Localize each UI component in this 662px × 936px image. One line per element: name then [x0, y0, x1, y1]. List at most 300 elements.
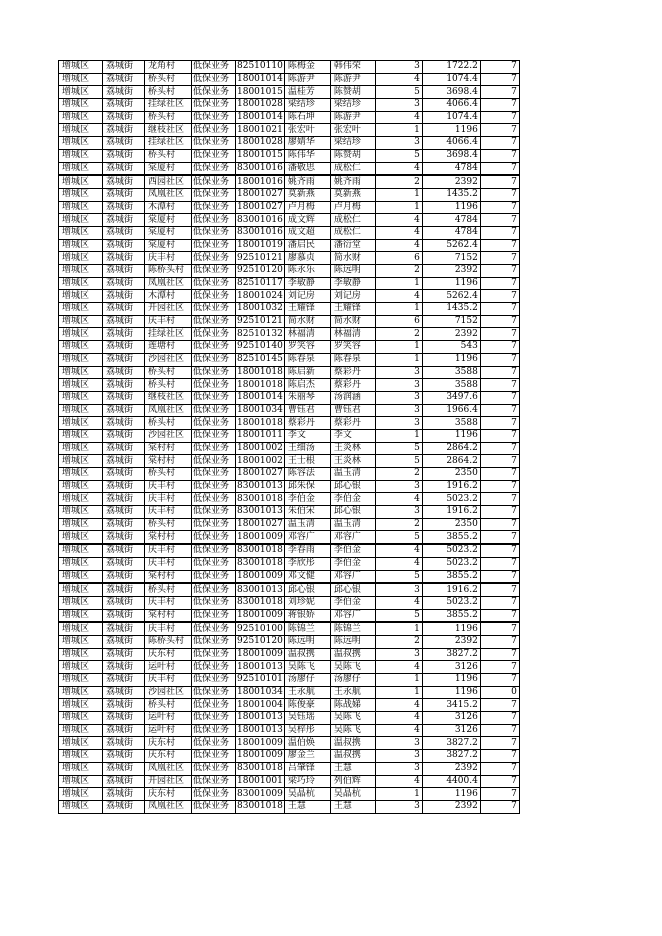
cell-street: 荔城街 — [103, 277, 145, 290]
cell-head-name: 汤廖仔 — [330, 674, 375, 687]
cell-family-size: 5 — [375, 455, 422, 468]
cell-district: 增城区 — [59, 724, 103, 737]
cell-village: 挂绿社区 — [145, 99, 192, 112]
cell-district: 增城区 — [59, 252, 103, 265]
cell-head-name: 简水财 — [330, 252, 375, 265]
cell-months: 7 — [480, 353, 519, 366]
cell-business-type: 低保业务 — [192, 429, 236, 442]
cell-village: 桥头村 — [145, 583, 192, 596]
cell-family-size: 1 — [375, 341, 422, 354]
cell-district: 增城区 — [59, 750, 103, 763]
cell-amount: 3126 — [422, 724, 480, 737]
cell-district: 增城区 — [59, 111, 103, 124]
table-row — [59, 635, 520, 648]
cell-business-type: 低保业务 — [192, 328, 236, 341]
cell-district: 增城区 — [59, 201, 103, 214]
cell-village: 庆丰村 — [145, 674, 192, 687]
cell-case-id: 18001013 — [237, 712, 283, 723]
cell-district: 增城区 — [59, 86, 103, 99]
cell-months: 7 — [480, 175, 519, 188]
cell-head-name: 李伯金 — [330, 544, 375, 557]
cell-family-size: 4 — [375, 775, 422, 788]
cell-village: 桥头村 — [145, 366, 192, 379]
cell-business-type: 低保业务 — [192, 201, 236, 214]
cell-head-name: 陈春泉 — [330, 353, 375, 366]
cell-months: 7 — [480, 111, 519, 124]
cell-case-id: 18001015 — [237, 86, 283, 97]
table-row — [59, 379, 520, 392]
table-row — [59, 162, 520, 175]
cell-district: 增城区 — [59, 137, 103, 150]
cell-amount: 2864.2 — [422, 455, 480, 468]
cell-head-name: 吴晶杭 — [330, 788, 375, 801]
cell-district: 增城区 — [59, 609, 103, 622]
cell-amount: 5023.2 — [422, 557, 480, 570]
cell-family-size: 3 — [375, 737, 422, 750]
cell-case-id: 18001015 — [237, 150, 283, 161]
table-row — [59, 239, 520, 252]
cell-family-size: 1 — [375, 353, 422, 366]
cell-street: 荔城街 — [103, 518, 145, 531]
table-row — [59, 699, 520, 712]
cell-head-name: 吴陈飞 — [330, 661, 375, 674]
cell-member-name: 林福清 — [284, 328, 330, 341]
cell-months: 7 — [480, 379, 519, 392]
cell-member-name: 王士根 — [284, 455, 330, 468]
cell-member-name: 温伯焕 — [284, 737, 330, 750]
cell-amount: 7152 — [422, 252, 480, 265]
cell-member-name: 陈锦兰 — [284, 622, 330, 635]
cell-village: 棠厦村 — [145, 226, 192, 239]
cell-family-size: 3 — [375, 379, 422, 392]
cell-months: 7 — [480, 404, 519, 417]
cell-amount: 2392 — [422, 175, 480, 188]
cell-member-name: 姚齐雨 — [284, 175, 330, 188]
cell-family-size: 1 — [375, 277, 422, 290]
cell-months: 7 — [480, 341, 519, 354]
cell-amount: 2350 — [422, 468, 480, 481]
cell-family-size: 3 — [375, 99, 422, 112]
cell-business-type: 低保业务 — [192, 353, 236, 366]
cell-village: 运叶村 — [145, 661, 192, 674]
cell-amount: 2392 — [422, 265, 480, 278]
cell-case-id: 82510117 — [237, 278, 283, 289]
cell-amount: 1722.2 — [422, 61, 480, 74]
cell-months: 7 — [480, 252, 519, 265]
cell-street: 荔城街 — [103, 99, 145, 112]
cell-village: 木潭村 — [145, 201, 192, 214]
cell-months: 7 — [480, 712, 519, 725]
cell-member-name: 王永航 — [284, 686, 330, 699]
cell-case-id: 83001013 — [237, 481, 283, 492]
cell-village: 龙角村 — [145, 61, 192, 74]
table-row — [59, 391, 520, 404]
cell-member-name: 陈远明 — [284, 635, 330, 648]
cell-member-name: 梁结珍 — [284, 99, 330, 112]
cell-head-name: 列伯辉 — [330, 775, 375, 788]
table-row — [59, 404, 520, 417]
cell-member-name: 邱朱保 — [284, 480, 330, 493]
cell-amount: 4784 — [422, 214, 480, 227]
table-row — [59, 61, 520, 74]
table-row — [59, 226, 520, 239]
cell-member-name: 刘珍妮 — [284, 596, 330, 609]
cell-village: 庆东村 — [145, 750, 192, 763]
cell-months: 7 — [480, 661, 519, 674]
cell-months: 7 — [480, 226, 519, 239]
cell-district: 增城区 — [59, 635, 103, 648]
cell-case-id: 18001027 — [237, 189, 283, 200]
cell-family-size: 3 — [375, 506, 422, 519]
cell-member-name: 陈梅金 — [284, 61, 330, 74]
cell-village: 庆丰村 — [145, 506, 192, 519]
data-table — [58, 60, 520, 814]
cell-street: 荔城街 — [103, 468, 145, 481]
cell-district: 增城区 — [59, 800, 103, 813]
table-row — [59, 149, 520, 162]
cell-member-name: 蔡彩丹 — [284, 417, 330, 430]
cell-village: 西园社区 — [145, 175, 192, 188]
cell-village: 棠厦村 — [145, 239, 192, 252]
cell-street: 荔城街 — [103, 226, 145, 239]
cell-street: 荔城街 — [103, 429, 145, 442]
cell-member-name: 潘敬思 — [284, 162, 330, 175]
cell-district: 增城区 — [59, 518, 103, 531]
table-row — [59, 86, 520, 99]
cell-family-size: 4 — [375, 111, 422, 124]
cell-head-name: 陈赞胡 — [330, 86, 375, 99]
table-row — [59, 557, 520, 570]
cell-business-type: 低保业务 — [192, 341, 236, 354]
cell-case-id: 18001034 — [237, 687, 283, 698]
cell-head-name: 成松仁 — [330, 162, 375, 175]
cell-months: 7 — [480, 506, 519, 519]
cell-street: 荔城街 — [103, 674, 145, 687]
cell-amount: 2392 — [422, 635, 480, 648]
cell-amount: 5262.4 — [422, 239, 480, 252]
cell-village: 棠村村 — [145, 570, 192, 583]
cell-business-type: 低保业务 — [192, 737, 236, 750]
cell-head-name: 邱心银 — [330, 480, 375, 493]
cell-business-type: 低保业务 — [192, 379, 236, 392]
table-row — [59, 175, 520, 188]
cell-months: 7 — [480, 518, 519, 531]
cell-family-size: 4 — [375, 226, 422, 239]
cell-village: 桥头村 — [145, 149, 192, 162]
cell-months: 7 — [480, 635, 519, 648]
cell-case-id: 82510110 — [237, 61, 283, 72]
cell-family-size: 1 — [375, 674, 422, 687]
cell-member-name: 廖金兰 — [284, 750, 330, 763]
cell-street: 荔城街 — [103, 583, 145, 596]
cell-street: 荔城街 — [103, 635, 145, 648]
cell-family-size: 1 — [375, 188, 422, 201]
cell-case-id: 18001002 — [237, 455, 283, 466]
cell-business-type: 低保业务 — [192, 442, 236, 455]
cell-amount: 3855.2 — [422, 531, 480, 544]
cell-head-name: 姚齐雨 — [330, 175, 375, 188]
cell-street: 荔城街 — [103, 570, 145, 583]
cell-head-name: 罗笑容 — [330, 341, 375, 354]
cell-street: 荔城街 — [103, 724, 145, 737]
cell-district: 增城区 — [59, 265, 103, 278]
cell-member-name: 曹钰君 — [284, 404, 330, 417]
cell-member-name: 邓文健 — [284, 570, 330, 583]
cell-months: 7 — [480, 99, 519, 112]
cell-head-name: 林福清 — [330, 328, 375, 341]
cell-case-id: 82510132 — [237, 328, 283, 339]
table-row — [59, 800, 520, 813]
cell-head-name: 陈远明 — [330, 635, 375, 648]
cell-member-name: 张宏叶 — [284, 124, 330, 137]
cell-months: 7 — [480, 622, 519, 635]
cell-head-name: 王慧 — [330, 762, 375, 775]
cell-months: 0 — [480, 686, 519, 699]
cell-head-name: 温叔携 — [330, 750, 375, 763]
cell-months: 7 — [480, 480, 519, 493]
cell-business-type: 低保业务 — [192, 290, 236, 303]
table-row — [59, 265, 520, 278]
cell-months: 7 — [480, 429, 519, 442]
cell-business-type: 低保业务 — [192, 86, 236, 99]
cell-district: 增城区 — [59, 303, 103, 316]
cell-months: 7 — [480, 557, 519, 570]
cell-family-size: 1 — [375, 686, 422, 699]
cell-amount: 2864.2 — [422, 442, 480, 455]
cell-district: 增城区 — [59, 788, 103, 801]
table-row — [59, 648, 520, 661]
cell-village: 运叶村 — [145, 712, 192, 725]
cell-case-id: 18001018 — [237, 366, 283, 377]
cell-case-id: 18001009 — [237, 737, 283, 748]
cell-village: 桥头村 — [145, 468, 192, 481]
cell-months: 7 — [480, 468, 519, 481]
cell-amount: 4066.4 — [422, 99, 480, 112]
cell-district: 增城区 — [59, 622, 103, 635]
cell-street: 荔城街 — [103, 596, 145, 609]
cell-head-name: 成松仁 — [330, 226, 375, 239]
cell-village: 棠厦村 — [145, 162, 192, 175]
table-row — [59, 442, 520, 455]
cell-family-size: 4 — [375, 162, 422, 175]
cell-street: 荔城街 — [103, 648, 145, 661]
cell-family-size: 4 — [375, 493, 422, 506]
cell-amount: 5023.2 — [422, 596, 480, 609]
cell-family-size: 3 — [375, 800, 422, 813]
cell-village: 木潭村 — [145, 290, 192, 303]
cell-head-name: 李文 — [330, 429, 375, 442]
cell-business-type: 低保业务 — [192, 557, 236, 570]
cell-village: 桥头村 — [145, 86, 192, 99]
cell-village: 凤凰社区 — [145, 800, 192, 813]
cell-months: 7 — [480, 239, 519, 252]
table-row — [59, 724, 520, 737]
cell-district: 增城区 — [59, 531, 103, 544]
cell-street: 荔城街 — [103, 111, 145, 124]
cell-district: 增城区 — [59, 570, 103, 583]
cell-family-size: 3 — [375, 61, 422, 74]
cell-family-size: 4 — [375, 557, 422, 570]
cell-months: 7 — [480, 800, 519, 813]
cell-family-size: 3 — [375, 391, 422, 404]
cell-family-size: 1 — [375, 622, 422, 635]
cell-case-id: 92510140 — [237, 341, 283, 352]
cell-family-size: 3 — [375, 417, 422, 430]
cell-months: 7 — [480, 417, 519, 430]
cell-village: 庆丰村 — [145, 557, 192, 570]
cell-business-type: 低保业务 — [192, 480, 236, 493]
cell-member-name: 陈石坤 — [284, 111, 330, 124]
cell-village: 挂绿社区 — [145, 328, 192, 341]
cell-case-id: 83001013 — [237, 506, 283, 517]
cell-district: 增城区 — [59, 544, 103, 557]
cell-member-name: 吕肇锋 — [284, 762, 330, 775]
cell-amount: 1916.2 — [422, 506, 480, 519]
cell-case-id: 83001013 — [237, 584, 283, 595]
cell-family-size: 3 — [375, 137, 422, 150]
cell-case-id: 18001009 — [236, 609, 285, 622]
cell-case-id: 82510145 — [237, 354, 283, 365]
cell-street: 荔城街 — [103, 239, 145, 252]
cell-months: 7 — [480, 290, 519, 303]
cell-months: 7 — [480, 442, 519, 455]
cell-village: 陈桥头村 — [145, 265, 192, 278]
cell-months: 7 — [480, 596, 519, 609]
cell-street: 荔城街 — [103, 290, 145, 303]
cell-business-type: 低保业务 — [192, 265, 236, 278]
cell-district: 增城区 — [59, 737, 103, 750]
cell-head-name: 王慧 — [330, 800, 375, 813]
cell-family-size: 3 — [375, 648, 422, 661]
cell-street: 荔城街 — [103, 404, 145, 417]
cell-street: 荔城街 — [103, 391, 145, 404]
cell-months: 7 — [480, 493, 519, 506]
cell-village: 沙园社区 — [145, 429, 192, 442]
cell-head-name: 梁结珍 — [330, 99, 375, 112]
cell-months: 7 — [480, 699, 519, 712]
cell-head-name: 莫新燕 — [330, 188, 375, 201]
cell-member-name: 王慧 — [284, 800, 330, 813]
cell-amount: 2392 — [422, 762, 480, 775]
cell-business-type: 低保业务 — [192, 544, 236, 557]
cell-street: 荔城街 — [103, 137, 145, 150]
table-row — [59, 674, 520, 687]
cell-district: 增城区 — [59, 404, 103, 417]
cell-street: 荔城街 — [103, 366, 145, 379]
cell-village: 开园社区 — [145, 775, 192, 788]
cell-village: 庆丰村 — [145, 596, 192, 609]
cell-district: 增城区 — [59, 341, 103, 354]
cell-member-name: 汤廖仔 — [284, 674, 330, 687]
cell-business-type: 低保业务 — [192, 162, 236, 175]
cell-business-type: 低保业务 — [192, 775, 236, 788]
cell-village: 庆丰村 — [145, 493, 192, 506]
cell-member-name: 吴钰瑶 — [284, 712, 330, 725]
cell-family-size: 4 — [375, 596, 422, 609]
cell-business-type: 低保业务 — [192, 661, 236, 674]
cell-head-name: 王永航 — [330, 686, 375, 699]
cell-street: 荔城街 — [103, 622, 145, 635]
cell-street: 荔城街 — [103, 315, 145, 328]
cell-district: 增城区 — [59, 239, 103, 252]
cell-head-name: 邱心银 — [330, 583, 375, 596]
cell-months: 7 — [480, 86, 519, 99]
cell-street: 荔城街 — [103, 737, 145, 750]
table-row — [59, 455, 520, 468]
cell-village: 庆丰村 — [145, 544, 192, 557]
cell-family-size: 2 — [375, 468, 422, 481]
cell-family-size: 1 — [375, 788, 422, 801]
cell-head-name: 陈远明 — [330, 265, 375, 278]
cell-case-id: 18001027 — [237, 519, 283, 530]
table-row — [59, 506, 520, 519]
cell-amount: 3497.6 — [422, 391, 480, 404]
cell-case-id: 18001014 — [237, 392, 283, 403]
cell-business-type: 低保业务 — [192, 570, 236, 583]
cell-street: 荔城街 — [103, 506, 145, 519]
cell-village: 棠厦村 — [145, 214, 192, 227]
cell-village: 桥头村 — [145, 111, 192, 124]
cell-months: 7 — [480, 531, 519, 544]
cell-district: 增城区 — [59, 277, 103, 290]
cell-village: 庆丰村 — [145, 480, 192, 493]
cell-head-name: 王炎林 — [330, 442, 375, 455]
cell-months: 7 — [480, 303, 519, 316]
cell-district: 增城区 — [59, 480, 103, 493]
cell-village: 桥头村 — [145, 518, 192, 531]
cell-amount: 1196 — [422, 788, 480, 801]
cell-amount: 1074.4 — [422, 111, 480, 124]
table-row — [59, 137, 520, 150]
cell-business-type: 低保业务 — [192, 648, 236, 661]
cell-street: 荔城街 — [103, 531, 145, 544]
cell-family-size: 5 — [375, 86, 422, 99]
cell-member-name: 陈春泉 — [284, 353, 330, 366]
cell-business-type: 低保业务 — [192, 239, 236, 252]
cell-months: 7 — [480, 648, 519, 661]
cell-months: 7 — [480, 162, 519, 175]
cell-business-type: 低保业务 — [192, 699, 236, 712]
cell-member-name: 吴梓彤 — [284, 724, 330, 737]
cell-amount: 3698.4 — [422, 86, 480, 99]
cell-member-name: 邓容广 — [284, 531, 330, 544]
cell-member-name: 蒋银娇 — [284, 609, 330, 622]
cell-months: 7 — [480, 544, 519, 557]
table-row — [59, 429, 520, 442]
cell-case-id: 83001016 — [236, 162, 285, 175]
cell-district: 增城区 — [59, 429, 103, 442]
cell-case-id: 92510120 — [237, 636, 283, 647]
table-row — [59, 188, 520, 201]
cell-months: 7 — [480, 277, 519, 290]
cell-business-type: 低保业务 — [192, 366, 236, 379]
cell-village: 沙园社区 — [145, 353, 192, 366]
cell-family-size: 3 — [375, 750, 422, 763]
cell-street: 荔城街 — [103, 149, 145, 162]
cell-case-id: 83001009 — [237, 788, 283, 799]
cell-case-id: 18001004 — [237, 699, 283, 710]
table-row — [59, 686, 520, 699]
cell-street: 荔城街 — [103, 455, 145, 468]
cell-member-name: 王细汤 — [284, 442, 330, 455]
cell-village: 运叶村 — [145, 724, 192, 737]
cell-district: 增城区 — [59, 686, 103, 699]
cell-street: 荔城街 — [103, 800, 145, 813]
cell-case-id: 18001009 — [236, 531, 285, 544]
cell-business-type: 低保业务 — [192, 124, 236, 137]
cell-amount: 1916.2 — [422, 583, 480, 596]
cell-street: 荔城街 — [103, 341, 145, 354]
